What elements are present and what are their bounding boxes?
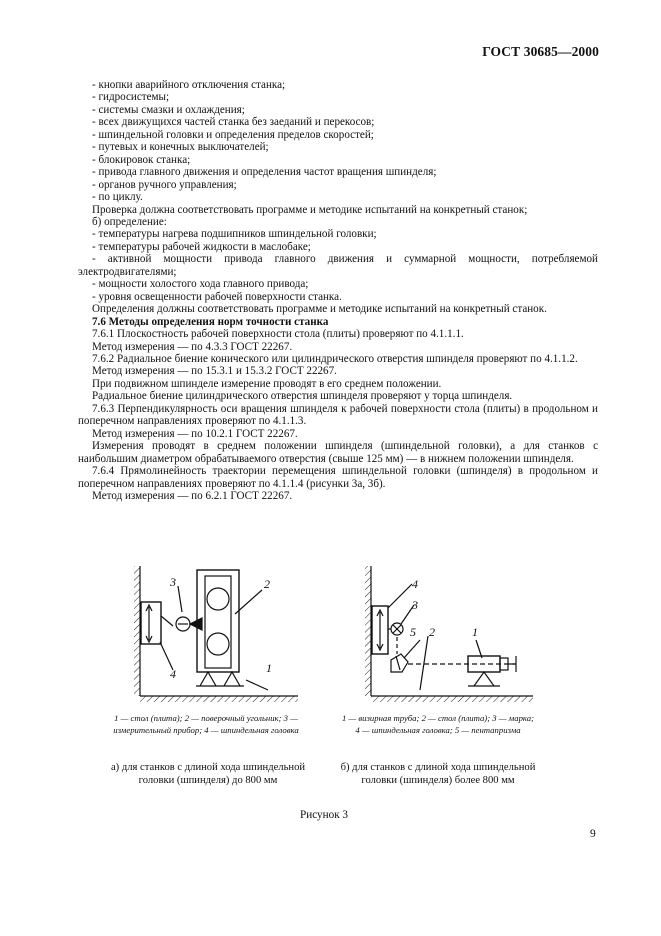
paragraph: 7.6.1 Плоскостность рабочей поверхности стола (плиты) проверяют по 4.1.1.1. xyxy=(92,328,464,341)
label-1: 1 xyxy=(266,661,272,675)
page-number: 9 xyxy=(590,828,596,840)
paragraph: Проверка должна соответствовать программе и методике испытаний на конкретный станок; xyxy=(92,203,528,216)
list-item: - органов ручного управления; xyxy=(92,178,237,191)
list-item: - всех движущихся частей станка без заеданий и перекосов; xyxy=(92,116,375,129)
drawing-a-labels xyxy=(169,575,272,681)
paragraph: При подвижном шпинделе измерение проводят в его среднем положении. xyxy=(92,377,442,390)
paragraph: Метод измерения — по 4.3.3 ГОСТ 22267. xyxy=(92,340,293,353)
label-5: 5 xyxy=(410,625,416,639)
paragraph: Радиальное биение цилиндрического отверстия шпинделя проверяют у торца шпинделя. xyxy=(92,390,513,403)
label-2: 2 xyxy=(264,577,270,591)
subcaption-a: а) для станков с длиной хода шпиндельной головки (шпинделя) до 800 мм xyxy=(110,762,306,786)
paragraph: Определения должны соответствовать программе и методике испытаний на конкретный станок. xyxy=(92,303,547,316)
list-item: - системы смазки и охлаждения; xyxy=(92,103,245,116)
figure-title: Рисунок 3 xyxy=(300,809,349,821)
list-item: - температуры нагрева подшипников шпиндельной головки; xyxy=(92,228,377,241)
paragraph: 7.6.3 Перпендикулярность оси вращения шпинделя к рабочей поверхности стола (плиты) в продольном и поперечном направлениях проверяют по 4.1.1.3. xyxy=(78,402,598,428)
paragraph: Метод измерения — по 6.2.1 ГОСТ 22267. xyxy=(92,489,293,502)
list-item: - блокировок станка; xyxy=(92,153,191,166)
label-2: 2 xyxy=(429,625,435,639)
section-heading: 7.6 Методы определения норм точности станка xyxy=(92,315,329,328)
label-3: 3 xyxy=(412,598,418,612)
standard-header: ГОСТ 30685—2000 xyxy=(482,44,599,59)
label-4: 4 xyxy=(412,577,418,591)
list-item: - активной мощности привода главного движения и суммарной мощности, потребляемой электродвигателями; xyxy=(78,253,598,278)
drawing-b xyxy=(365,566,533,702)
label-4: 4 xyxy=(170,667,176,681)
drawing-a xyxy=(134,566,298,702)
list-item: - шпиндельной головки и определения пределов скоростей; xyxy=(92,128,374,141)
list-item: - уровня освещенности рабочей поверхности станка. xyxy=(92,290,342,303)
list-item: - кнопки аварийного отключения станка; xyxy=(92,79,286,91)
paragraph: Метод измерения — по 10.2.1 ГОСТ 22267. xyxy=(92,427,298,440)
drawing-b-labels xyxy=(410,577,478,639)
figure-legend-a: 1 — стол (плита); 2 — поверочный угольник; 3 — измерительный прибор; 4 — шпиндельная головка xyxy=(113,713,299,735)
list-item: - привода главного движения и определения частот вращения шпинделя; xyxy=(92,166,437,179)
subcaption-b: б) для станков с длиной хода шпиндельной головки (шпинделя) более 800 мм xyxy=(340,762,536,786)
label-1: 1 xyxy=(472,625,478,639)
paragraph: б) определение: xyxy=(92,215,167,228)
paragraph: Метод измерения — по 15.3.1 и 15.3.2 ГОСТ 22267. xyxy=(92,365,337,378)
list-item: - температуры рабочей жидкости в маслобаке; xyxy=(92,240,311,253)
figure-legend-b: 1 — визирная труба; 2 — стол (плита); 3 — марка; 4 — шпиндельная головка; 5 — пентапризма xyxy=(341,713,534,735)
list-item: - гидросистемы; xyxy=(92,91,170,104)
paragraph: 7.6.4 Прямолинейность траектории перемещения шпиндельной головки (шпинделя) в продольном и поперечном направлениях проверяют по 4.1.1.4 (рисунки 3а, 3б). xyxy=(78,465,598,490)
paragraph: Измерения проводят в среднем положении шпинделя (шпиндельной головки), а для станков с наибольшим диаметром обрабатываемого отверстия (свыше 125 мм) — в нижнем положении шпинделя. xyxy=(78,440,598,465)
list-item: - путевых и конечных выключателей; xyxy=(92,141,269,154)
label-3: 3 xyxy=(170,575,176,589)
paragraph: 7.6.2 Радиальное биение конического или цилиндрического отверстия шпинделя проверяют по 4.1.1.2. xyxy=(92,352,578,365)
list-item: - по циклу. xyxy=(92,191,143,204)
list-item: - мощности холостого хода главного привода; xyxy=(92,278,309,291)
